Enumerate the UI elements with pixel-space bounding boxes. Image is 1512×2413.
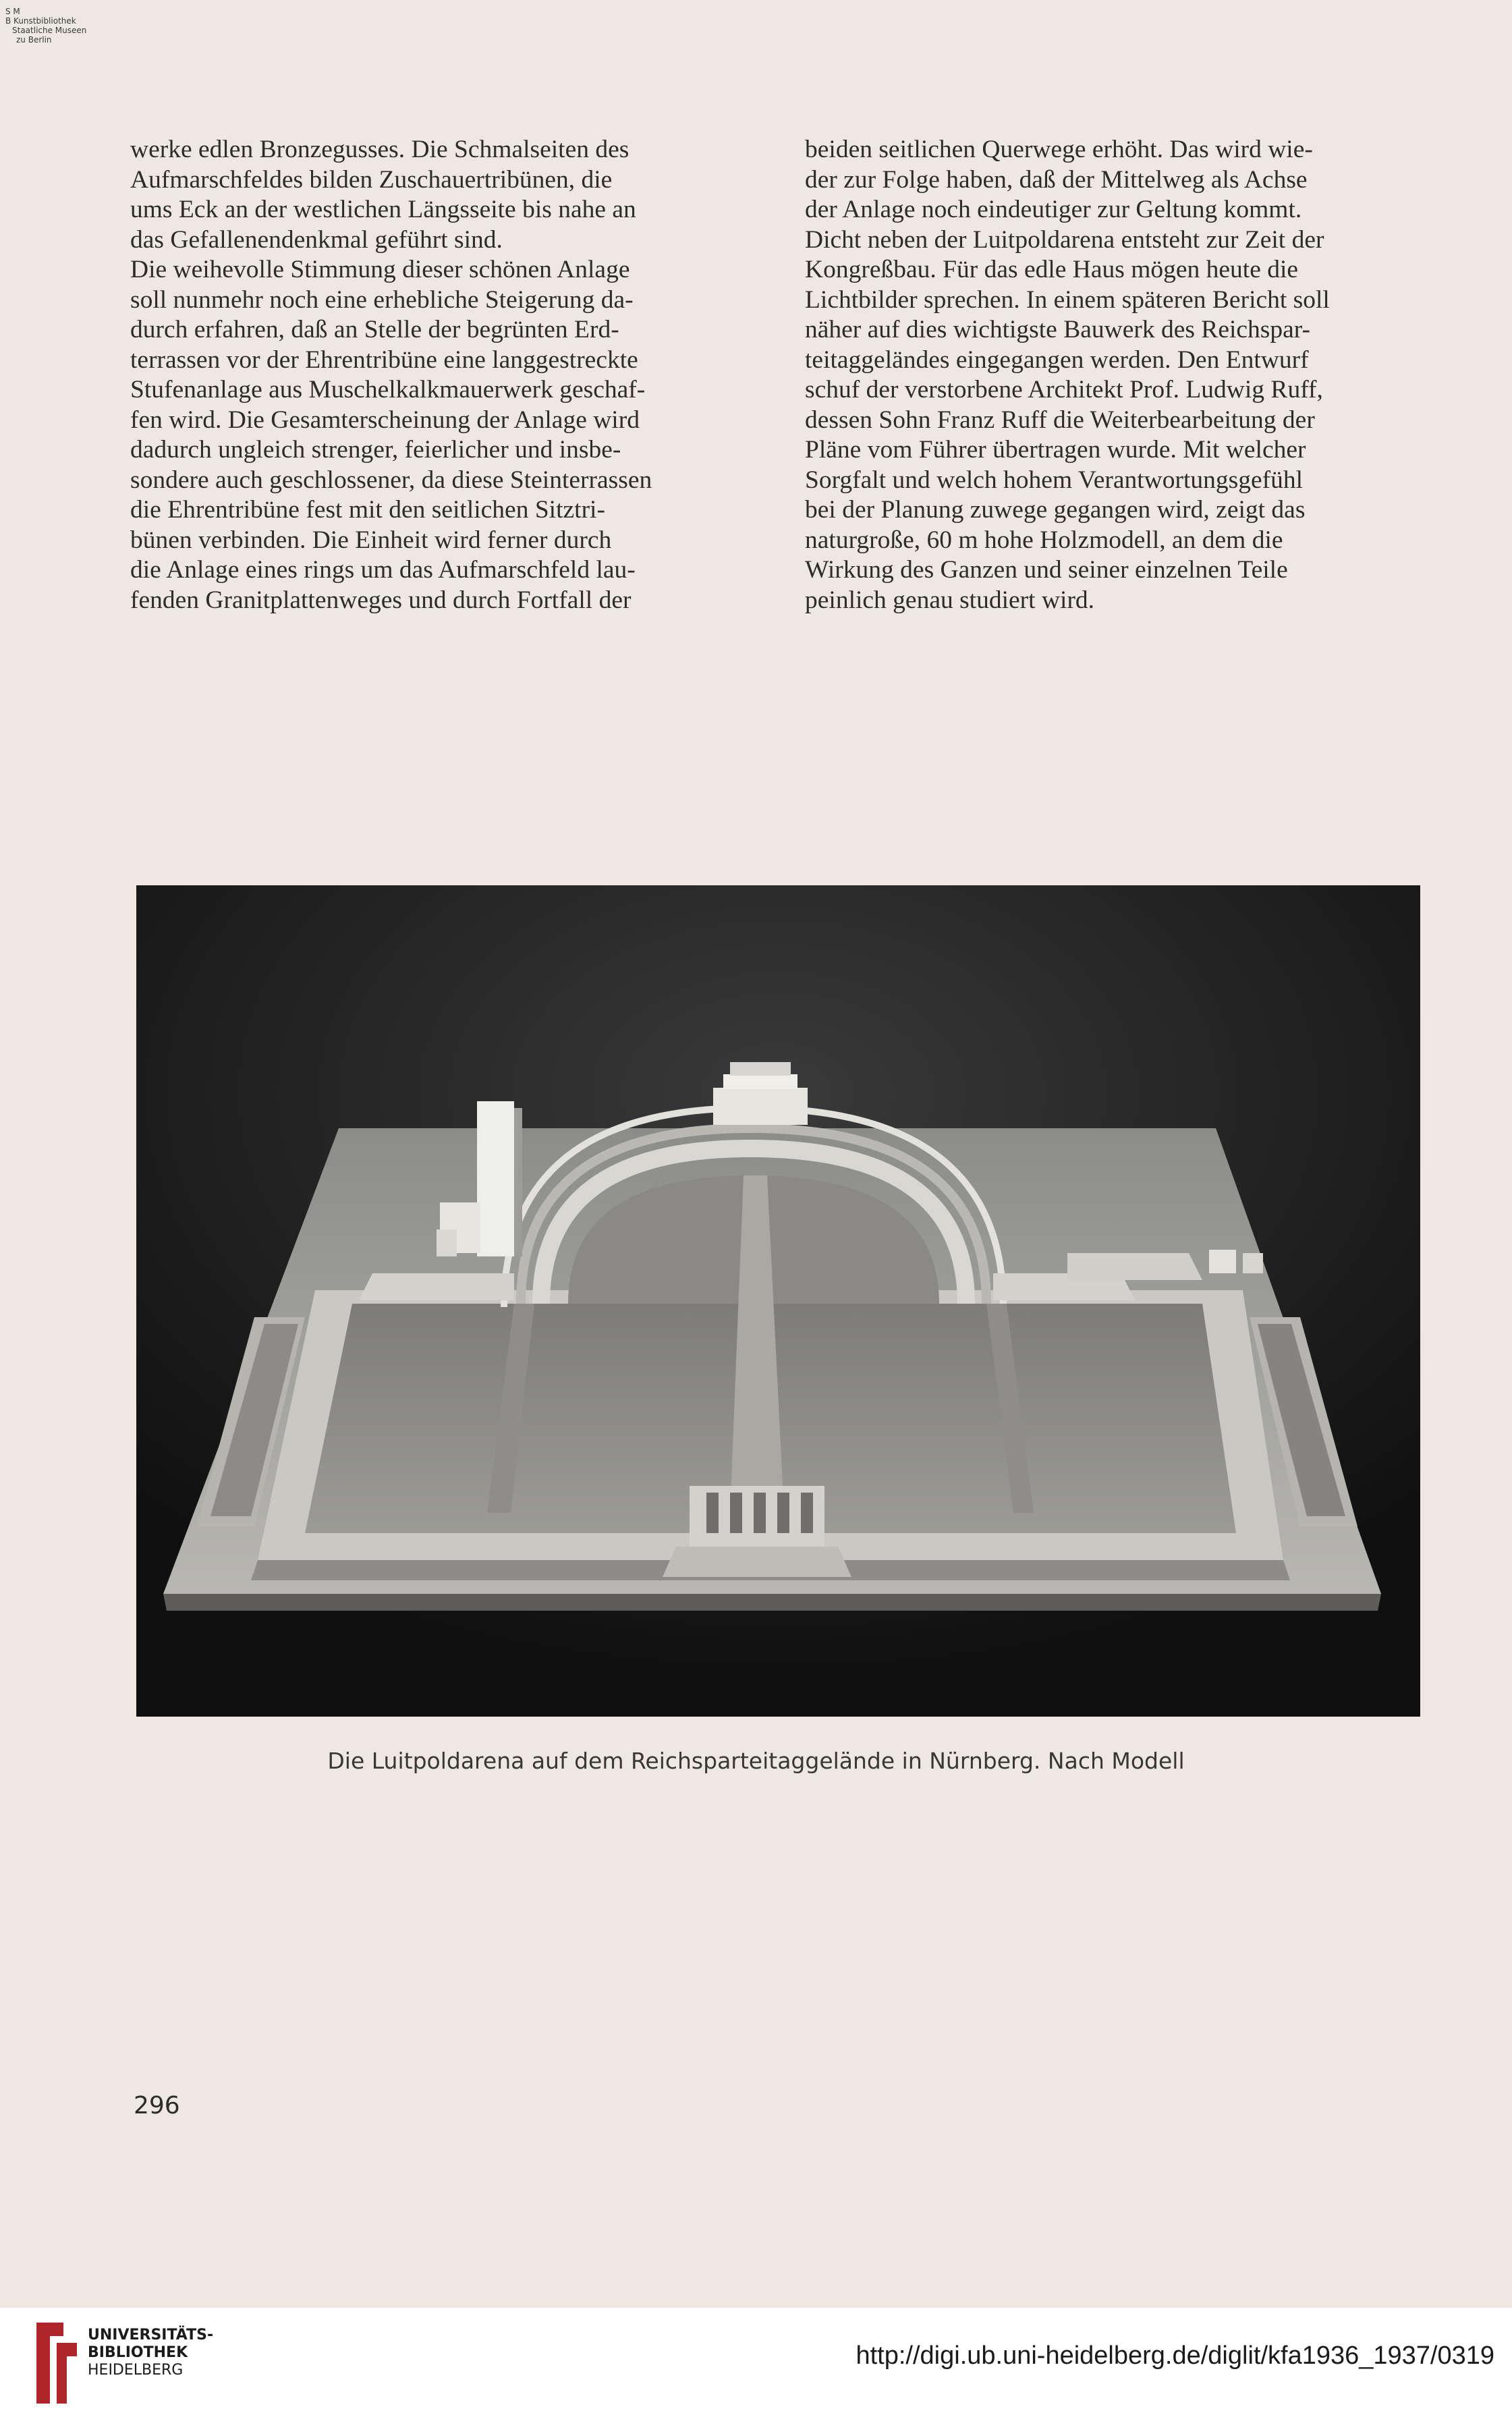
library-stamp [5,7,140,45]
text-line: Kongreßbau. Für das edle Haus mögen heute die [805,256,1299,283]
text-line: terrassen vor der Ehrentribüne eine langgestreckte [130,345,638,374]
text-line: ums Eck an der westlichen Längsseite bis nahe an [130,196,636,223]
text-line: beiden seitlichen Querwege erhöht. Das wird wie- [805,136,1313,163]
permalink-url[interactable]: http://digi.ub.uni-heidelberg.de/diglit/kfa1936_1937/0319 [856,2341,1494,2370]
text-line: Stufenanlage aus Muschelkalkmauerwerk geschaf- [130,376,646,404]
text-line: naturgroße, 60 m hohe Holzmodell, an dem die [805,526,1283,554]
stamp-line: zu Berlin [16,35,52,45]
text-line: schuf der verstorbene Architekt Prof. Ludwig Ruff, [805,376,1323,404]
text-line: teitaggeländes eingegangen werden. Den Entwurf [805,345,1309,374]
library-logo-icon [16,2316,84,2410]
text-line: Lichtbilder sprechen. In einem späteren Bericht soll [805,285,1330,314]
text-line: fen wird. Die Gesamterscheinung der Anlage wird [130,406,640,434]
text-line: Aufmarschfeldes bilden Zuschauertribünen, die [130,165,613,194]
text-line: dadurch ungleich strenger, feierlicher und insbe- [130,436,621,464]
page-number: 296 [134,2092,180,2119]
library-line: UNIVERSITÄTS- [88,2327,214,2343]
text-line: peinlich genau studiert wird. [805,586,1095,614]
text-line: fenden Granitplattenweges und durch Fortfall der [130,586,632,614]
text-line: werke edlen Bronzegusses. Die Schmalseiten des [130,136,629,163]
stamp-line: Staatliche Museen [12,26,87,35]
text-line: soll nunmehr noch eine erhebliche Steigerung da- [130,285,634,314]
text-line: Sorgfalt und welch hohem Verantwortungsgefühl [805,466,1304,494]
text-line: bei der Planung zuwege gegangen wird, zeigt das [805,496,1306,524]
library-line: HEIDELBERG [88,2362,184,2379]
text-line: die Ehrentribüne fest mit den seitlichen Sitztri- [130,496,605,524]
text-line: der Anlage noch eindeutiger zur Geltung kommt. [805,196,1302,223]
stamp-line: S M [5,7,20,16]
text-line: sondere auch geschlossener, da diese Steinterrassen [130,466,652,494]
text-line: Die weihevolle Stimmung dieser schönen Anlage [130,256,630,283]
text-line: das Gefallenendenkmal geführt sind. [130,225,503,254]
photo-caption: Die Luitpoldarena auf dem Reichsparteitaggelände in Nürnberg. Nach Modell [327,1748,1185,1774]
text-line: Pläne vom Führer übertragen wurde. Mit welcher [805,436,1306,464]
library-line: BIBLIOTHEK [88,2344,188,2361]
text-line: der zur Folge haben, daß der Mittelweg als Achse [805,165,1308,194]
stamp-line: B Kunstbibliothek [5,16,76,26]
text-line: dessen Sohn Franz Ruff die Weiterbearbeitung der [805,406,1315,434]
text-line: Wirkung des Ganzen und seiner einzelnen Teile [805,556,1288,584]
text-line: die Anlage eines rings um das Aufmarschfeld lau- [130,556,636,584]
text-line: durch erfahren, daß an Stelle der begrünten Erd- [130,316,619,343]
right-text-column [805,135,1420,615]
text-line: näher auf dies wichtigste Bauwerk des Reichspar- [805,316,1310,343]
arena-model-illustration [136,885,1420,1717]
digitization-footer [0,2308,1512,2413]
text-line: bünen verbinden. Die Einheit wird ferner durch [130,526,612,554]
text-line: Dicht neben der Luitpoldarena entsteht zur Zeit der [805,225,1324,254]
library-name [88,2327,213,2379]
arena-model-photo [136,885,1420,1717]
left-text-column [130,135,746,615]
